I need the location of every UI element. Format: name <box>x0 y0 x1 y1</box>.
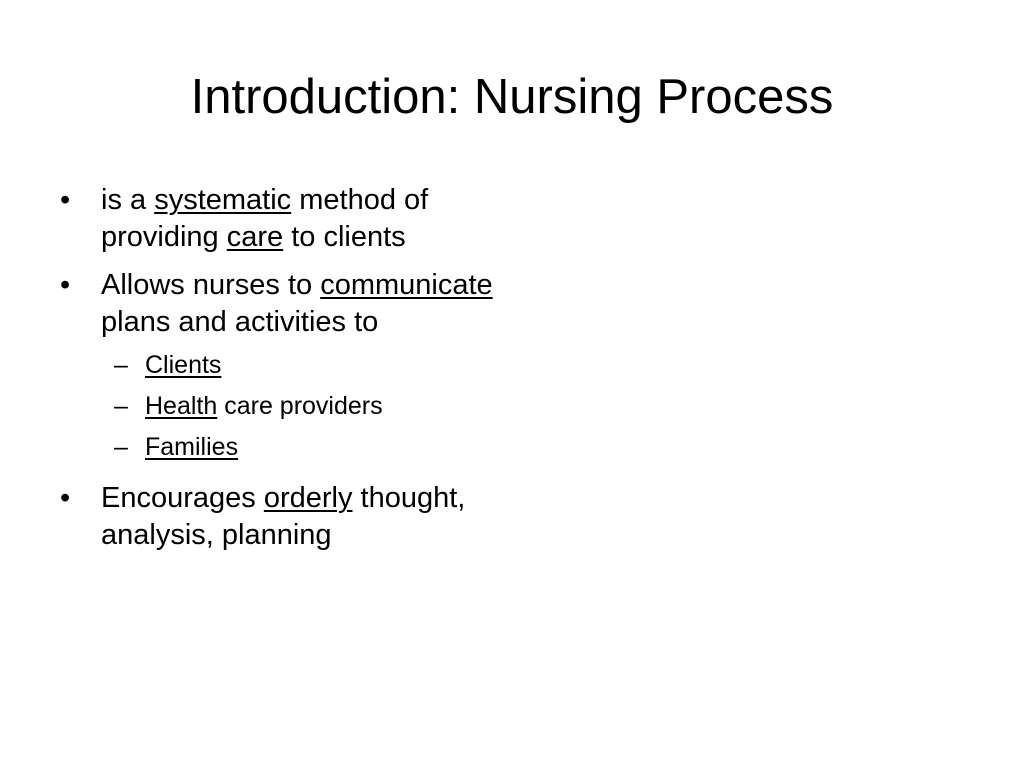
underlined-term: Clients <box>145 351 222 379</box>
bullet-dot-icon: • <box>60 184 71 216</box>
text-run: thought, analysis, planning <box>101 482 466 551</box>
bullet-item <box>58 267 508 341</box>
underlined-term: Families <box>145 433 239 461</box>
underlined-term: communicate <box>320 269 493 301</box>
text-run: Encourages <box>101 482 264 514</box>
underlined-term: orderly <box>263 482 353 514</box>
text-run: Allows nurses to <box>101 269 321 301</box>
sub-bullet-list <box>58 345 508 468</box>
bullet-dot-icon: • <box>60 482 71 514</box>
underlined-term: care <box>226 221 284 253</box>
slide-body <box>58 182 508 565</box>
bullet-text <box>101 482 465 551</box>
bullet-item <box>58 182 508 256</box>
dash-icon: – <box>114 392 128 420</box>
underlined-term: systematic <box>154 184 292 216</box>
bullet-item <box>58 480 508 554</box>
dash-icon: – <box>114 351 128 379</box>
bullet-dot-icon: • <box>60 269 71 301</box>
text-run: is a <box>101 184 155 216</box>
dash-icon: – <box>114 433 128 461</box>
bullet-text <box>101 184 428 253</box>
bullet-text <box>101 269 493 338</box>
underlined-term: Health <box>145 392 218 420</box>
slide-title: Introduction: Nursing Process <box>190 70 834 124</box>
text-run: to clients <box>283 221 406 253</box>
sub-bullet-item <box>58 386 508 427</box>
text-run: method of providing <box>101 184 429 253</box>
sub-bullet-item <box>58 427 508 468</box>
text-run: plans and activities to <box>101 306 379 338</box>
sub-bullet-item <box>58 345 508 386</box>
text-run: care providers <box>217 392 383 420</box>
